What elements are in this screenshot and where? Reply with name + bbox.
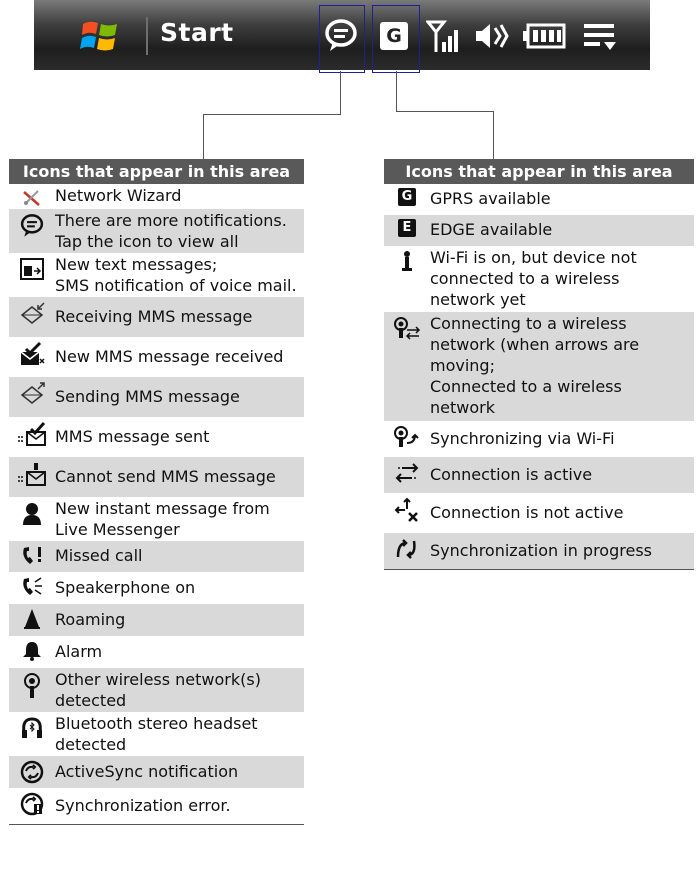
left-row-alarm [9,636,304,668]
wifi-on-icon [400,250,414,272]
row-text: Connection is active [430,465,593,484]
wifi-sync-icon [393,425,421,451]
mms-send-failed-icon [17,461,47,489]
row-text: Cannot send MMS message [55,467,276,486]
text-message-icon [19,257,45,281]
left-row-sending-mms [9,377,304,417]
mms-sent-icon [17,421,47,449]
row-text: Connection is not active [430,503,624,522]
wireless-network-icon [21,672,43,700]
menu-icon[interactable] [582,20,618,52]
speaker-muted-icon[interactable] [474,20,510,52]
right-table-header: Icons that appear in this area [384,159,694,184]
row-text: New instant message from Live Messenger [55,499,270,539]
left-row-speakerphone [9,572,304,604]
row-text: EDGE available [430,220,553,239]
sync-error-icon [20,792,44,816]
roaming-icon [23,608,41,630]
connection-inactive-icon [394,497,420,523]
notification-bubble-icon [20,213,44,239]
left-row-text-messages [9,253,304,297]
windows-start-icon[interactable] [80,16,120,56]
left-row-mms-failed [9,457,304,497]
alarm-icon [22,640,42,662]
sync-progress-icon [394,537,420,561]
row-text: Missed call [55,546,143,565]
row-text: New text messages; SMS notification of voice mail. [55,255,297,295]
left-row-receiving-mms [9,297,304,337]
right-row-gprs [384,184,694,215]
right-table-bottom-rule [384,569,694,570]
connector-left-v2 [203,114,204,159]
left-row-wireless-detected [9,668,304,712]
connection-active-icon [394,461,420,485]
row-text: Connecting to a wireless network (when arrows are moving; Connected to a wireless network [430,314,640,417]
row-text: There are more notifications. Tap the icon to view all [55,211,287,251]
start-label[interactable]: Start [160,18,234,47]
row-text: Speakerphone on [55,578,196,597]
speakerphone-icon [20,576,44,598]
row-text: New MMS message received [55,347,284,366]
notification-highlight-box [319,5,365,73]
signal-strength-icon[interactable] [426,18,462,54]
mms-sending-icon [18,381,46,409]
wifi-connecting-icon [393,316,421,342]
bluetooth-headset-icon [20,716,44,740]
title-separator [146,17,148,55]
row-text: Synchronization error. [55,796,231,815]
row-text: Other wireless network(s) detected [55,670,261,710]
right-row-wifi-on [384,246,694,312]
row-text: Network Wizard [55,186,182,205]
left-row-live-messenger [9,497,304,541]
live-messenger-icon [21,501,43,527]
left-row-sync-error [9,788,304,824]
connector-right-v2 [493,111,494,159]
gprs-highlight-box [372,5,420,73]
left-table-header: Icons that appear in this area [9,159,304,184]
right-icon-table [384,159,694,570]
left-table-bottom-rule [9,824,304,825]
right-row-sync-progress [384,533,694,569]
gprs-status-icon[interactable]: G [380,22,408,50]
row-text: MMS message sent [55,427,210,446]
right-row-wifi-sync [384,421,694,457]
right-row-edge [384,215,694,246]
row-text: ActiveSync notification [55,762,239,781]
row-text: Receiving MMS message [55,307,253,326]
left-row-more-notifications [9,209,304,253]
wizard-icon [21,188,43,208]
mms-receiving-icon [18,301,46,329]
connector-right-v1 [396,71,397,112]
left-row-bluetooth-headset [9,712,304,756]
right-row-wifi-connecting [384,312,694,421]
left-row-activesync [9,756,304,788]
right-row-connection-active [384,457,694,493]
connector-left-h [203,114,341,115]
row-text: GPRS available [430,189,551,208]
left-row-mms-sent [9,417,304,457]
edge-icon: E [398,219,416,237]
left-icon-table [9,159,304,825]
right-row-connection-inactive [384,493,694,533]
row-text: Bluetooth stereo headset detected [55,714,258,754]
row-text: Synchronizing via Wi-Fi [430,429,615,448]
gprs-icon: G [398,188,416,206]
mms-received-icon [18,341,46,369]
row-text: Sending MMS message [55,387,240,406]
missed-call-icon [20,545,44,567]
activesync-icon [20,760,44,784]
left-row-missed-call [9,541,304,572]
battery-icon[interactable] [522,22,566,50]
row-text: Wi-Fi is on, but device not connected to a wireless network yet [430,248,637,309]
left-row-roaming [9,604,304,636]
connector-right-h [396,111,494,112]
connector-left-v1 [340,71,341,115]
left-row-mms-received [9,337,304,377]
left-row-network-wizard [9,184,304,209]
row-text: Roaming [55,610,126,629]
row-text: Synchronization in progress [430,541,652,560]
row-text: Alarm [55,642,103,661]
